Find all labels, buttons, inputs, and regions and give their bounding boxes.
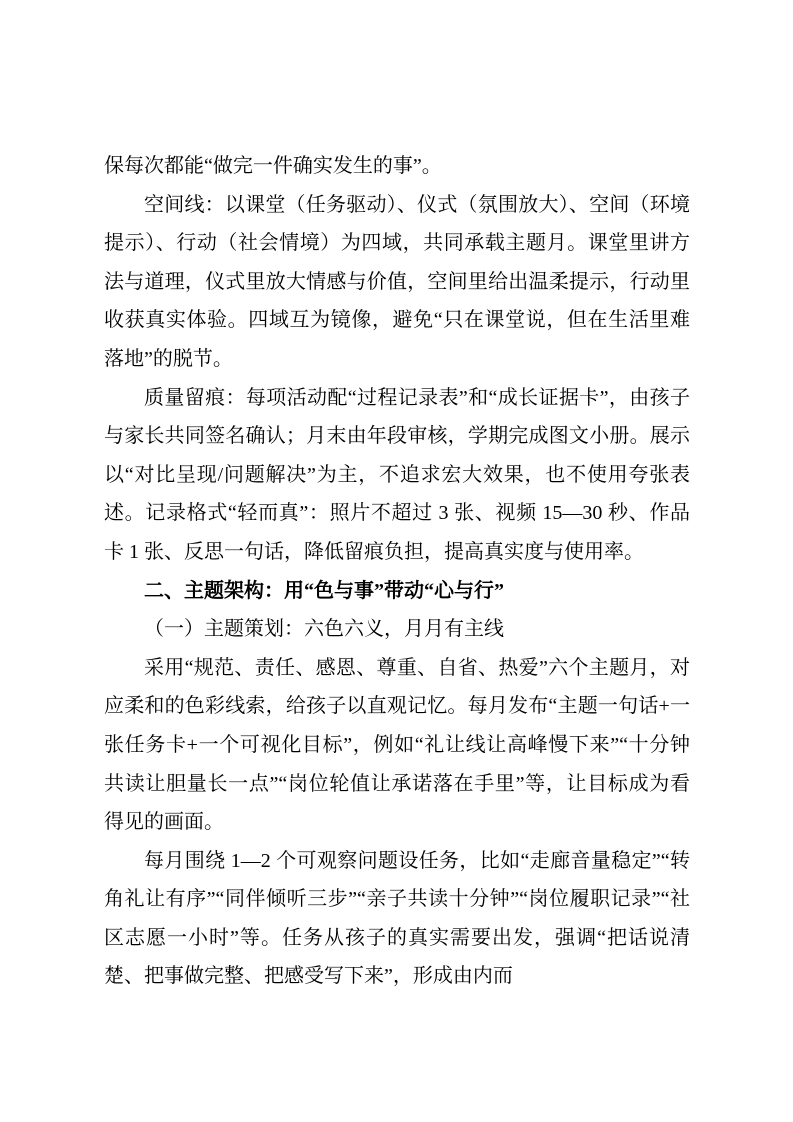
paragraph: 保每次都能“做完一件确实发生的事”。 [104,155,442,177]
paragraph: 空间线：以课堂（任务驱动）、仪式（氛围放大）、空间（环境提示）、行动（社会情境）为四域，共同承载主题月。课堂里讲方法与道理，仪式里放大情感与价值，空间里给出温柔提示，行动里收获真实体验。四域互为镜像，避免“只在课堂说，但在生活里难落地”的脱节。 [104,193,690,370]
document-content [104,147,690,996]
paragraph: 质量留痕：每项活动配“过程记录表”和“成长证据卡”，由孩子与家长共同签名确认；月末由年段审核，学期完成图文小册。展示以“对比呈现/问题解决”为主，不追求宏大效果，也不使用夸张表述。记录格式“轻而真”：照片不超过 3 张、视频 15—30 秒、作品卡 1 张、反思一句话，降低留痕负担，提高真实度与使用率。 [104,386,690,563]
section-heading: 二、主题架构：用“色与事”带动“心与行” [144,579,504,602]
paragraph: 采用“规范、责任、感恩、尊重、自省、热爱”六个主题月，对应柔和的色彩线索，给孩子以直观记忆。每月发布“主题一句话+一张任务卡+一个可视化目标”，例如“礼让线让高峰慢下来”“十分钟共读让胆量长一点”“岗位轮值让承诺落在手里”等，让目标成为看得见的画面。 [104,656,690,834]
paragraph: 每月围绕 1—2 个可观察问题设任务，比如“走廊音量稳定”“转角礼让有序”“同伴倾听三步”“亲子共读十分钟”“岗位履职记录”“社区志愿一小时”等。任务从孩子的真实需要出发，强调“把话说清楚、把事做完整、把感受写下来”，形成由内而 [104,849,690,988]
sub-heading: （一）主题策划：六色六义，月月有主线 [144,618,504,641]
